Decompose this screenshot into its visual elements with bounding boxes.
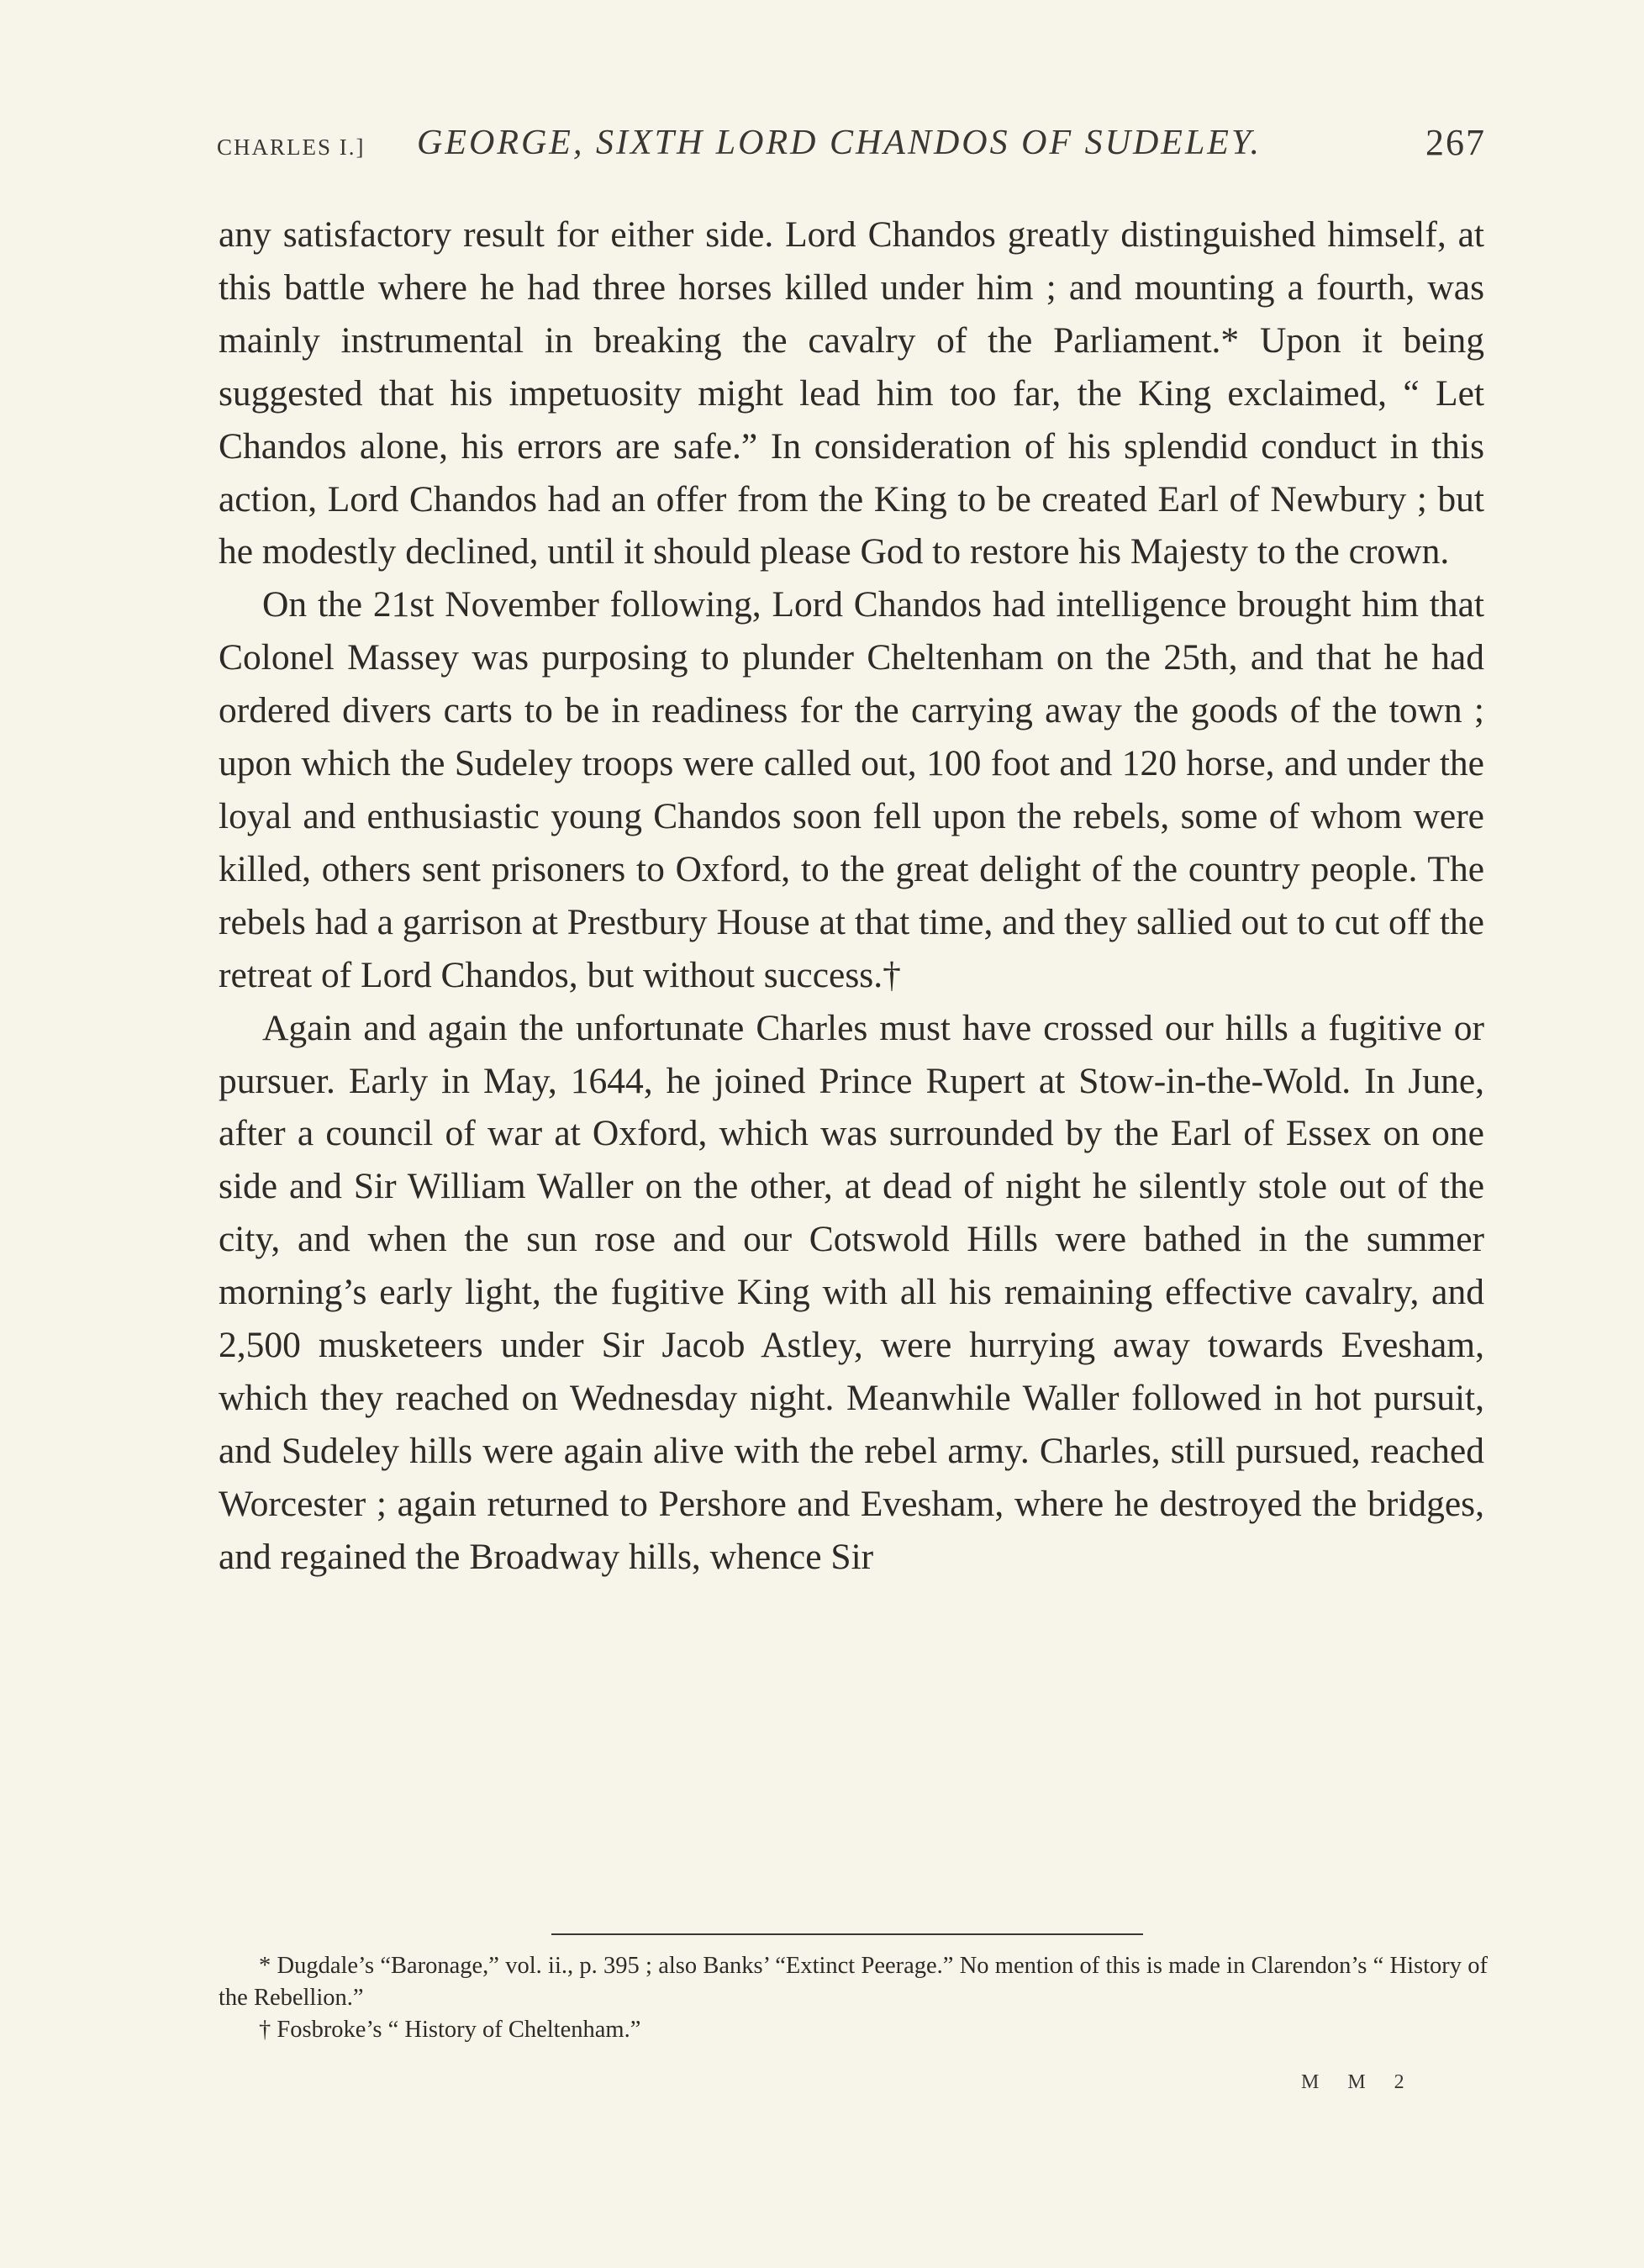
footnotes xyxy=(219,1950,1488,2046)
signature-mark: M M 2 xyxy=(1301,2071,1416,2093)
footnote-rule xyxy=(551,1933,1143,1935)
paragraph: On the 21st November following, Lord Chandos had intelligence brought him that Colonel Massey was purposing to plunder Cheltenham on the 25th, and that he had ordered divers carts to be in readiness for the carrying away the goods of the town ; upon which the Sudeley troops were called out, 100 foot and 120 horse, and under the loyal and enthusiastic young Chandos soon fell upon the rebels, some of whom were killed, others sent prisoners to Oxford, to the great delight of the country people. The rebels had a garrison at Prestbury House at that time, and they sallied out to cut off the retreat of Lord Chandos, but without success.† xyxy=(219,584,1484,995)
running-head-reign: CHARLES I.] xyxy=(217,134,366,160)
footnote: * Dugdale’s “Baronage,” vol. ii., p. 395 ; also Banks’ “Extinct Peerage.” No mention of this is made in Clarendon’s “ History of the Rebellion.” xyxy=(219,1953,1488,2011)
running-head xyxy=(217,116,1486,175)
footnote: † Fosbroke’s “ History of Cheltenham.” xyxy=(259,2017,641,2043)
running-head-title: GEORGE, SIXTH LORD CHANDOS OF SUDELEY. xyxy=(417,124,1262,162)
page-number: 267 xyxy=(1425,122,1486,163)
paragraph: any satisfactory result for either side. Lord Chandos greatly distinguished himself, at this battle where he had three horses killed under him ; and mounting a fourth, was mainly instrumental in breaking the cavalry of the Parliament.* Upon it being suggested that his impetuosity might lead him too far, the King exclaimed, “ Let Chandos alone, his errors are safe.” In consideration of his splendid conduct in this action, Lord Chandos had an offer from the King to be created Earl of Newbury ; but he modestly declined, until it should please God to restore his Majesty to the crown. xyxy=(219,214,1484,572)
body-text xyxy=(219,208,1484,1584)
paragraph: Again and again the unfortunate Charles must have crossed our hills a fugitive or pursuer. Early in May, 1644, he joined Prince Rupert at Stow-in-the-Wold. In June, after a council of war at Oxford, which was surrounded by the Earl of Essex on one side and Sir William Waller on the other, at dead of night he silently stole out of the city, and when the sun rose and our Cotswold Hills were bathed in the summer morning’s early light, the fugitive King with all his remaining effective cavalry, and 2,500 musketeers under Sir Jacob Astley, were hurrying away towards Evesham, which they reached on Wednesday night. Meanwhile Waller followed in hot pursuit, and Sudeley hills were again alive with the rebel army. Charles, still pursued, reached Worcester ; again returned to Pershore and Evesham, where he destroyed the bridges, and regained the Broadway hills, whence Sir xyxy=(219,1007,1484,1577)
